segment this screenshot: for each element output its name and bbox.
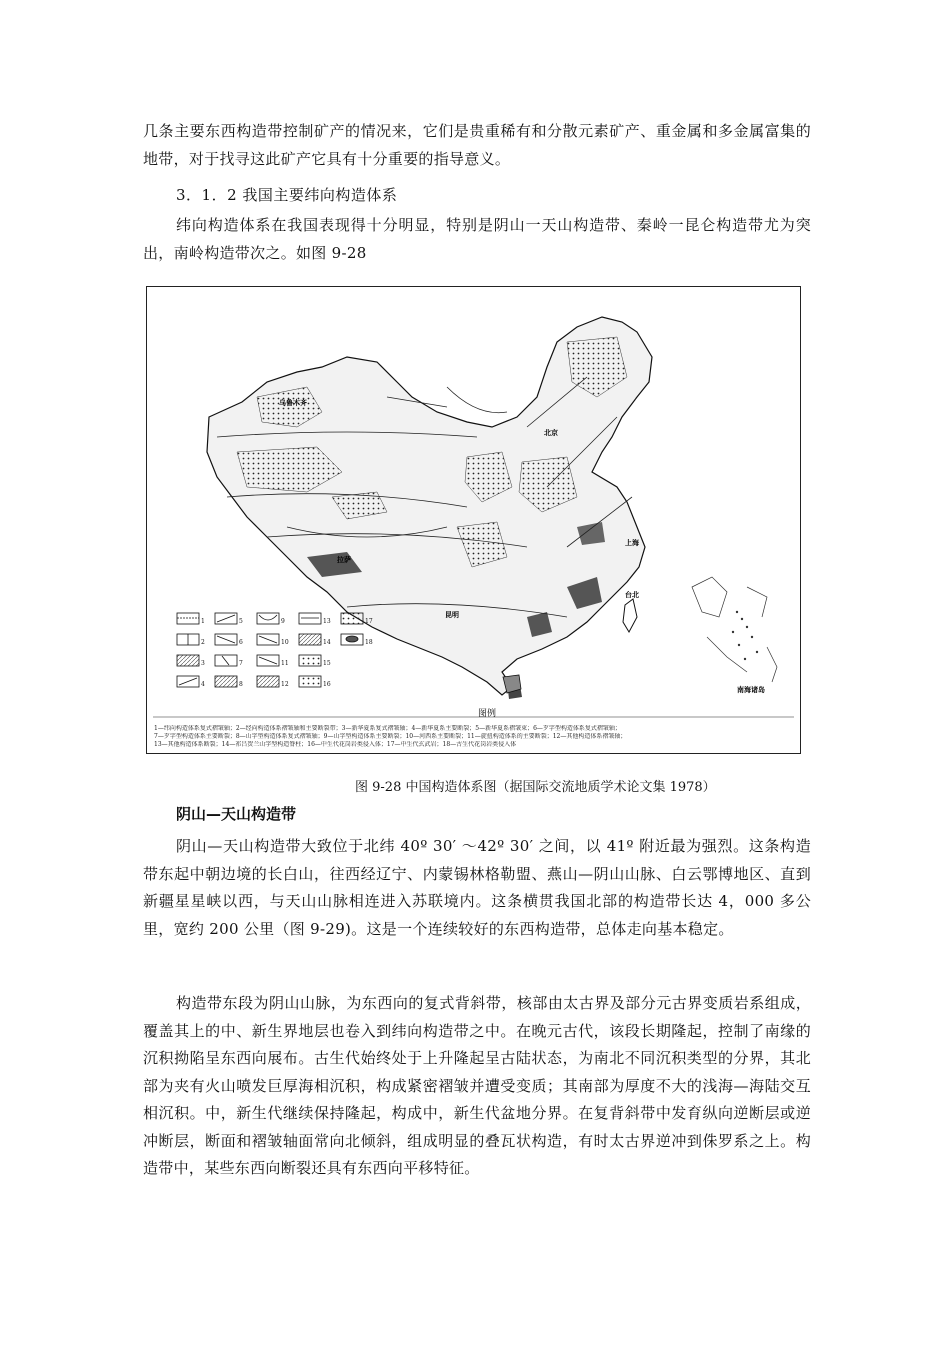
svg-text:12: 12 [281, 681, 289, 688]
taiwan-island [623, 599, 637, 632]
svg-text:14: 14 [323, 639, 331, 646]
svg-text:16: 16 [323, 681, 331, 688]
svg-text:17: 17 [365, 618, 373, 625]
intro-paragraph: 几条主要东西构造带控制矿产的情况来，它们是贵重稀有和分散元素矿产、重金属和多金属富集的地带，对于找寻这此矿产它具有十分重要的指导意义。 [143, 122, 811, 168]
legend-title: 图例 [478, 709, 497, 719]
svg-text:2: 2 [201, 639, 205, 646]
svg-text:13: 13 [323, 618, 331, 625]
section-title: 3．1．2 我国主要纬向构造体系 [176, 186, 398, 204]
island-dots [732, 611, 758, 660]
svg-text:5: 5 [239, 618, 243, 625]
svg-text:11: 11 [281, 660, 289, 667]
svg-text:6: 6 [239, 639, 243, 646]
map-label: 上海 [625, 538, 639, 547]
svg-text:8: 8 [239, 681, 243, 688]
legend-line-2: 7—歹字型构造体系主要断裂；8—山字型构造体系复式褶皱轴；9—山字型构造体系主要断裂；10—河西系主要断裂；11—旋扭构造体系的主要断裂；12—其他构造体系褶皱轴； [154, 733, 627, 740]
figure-caption: 图 9-28 中国构造体系图（据国际交流地质学术论文集 1978） [355, 780, 716, 795]
legend-symbols [177, 613, 363, 687]
south-china-sea-inset [692, 577, 777, 682]
svg-text:10: 10 [281, 639, 289, 646]
map-label: 昆明 [445, 610, 459, 619]
paragraph-1: 纬向构造体系在我国表现得十分明显，特别是阴山一天山构造带、秦岭一昆仑构造带尤为突出，南岭构造带次之。如图 9-28 [143, 216, 811, 262]
svg-text:15: 15 [323, 660, 331, 667]
legend-line-1: 1—纬向构造体系复式褶皱轴；2—经向构造体系褶皱轴和主要断裂带；3—新华夏系复式褶皱轴；4—新华夏系主要断裂；5—新华夏系褶皱束；6—歹字型构造体系复式褶皱轴； [154, 725, 621, 732]
map-label: 乌鲁木齐 [279, 398, 307, 407]
figure-9-28 [146, 286, 801, 754]
svg-text:4: 4 [201, 681, 205, 688]
svg-text:9: 9 [281, 618, 285, 625]
legend-line-3: 13—其他构造体系断裂；14—祁吕贺兰山字型构造脊柱；16—中生代花岗岩类侵入体；17—中生代玄武岩；18—古生代花岗岩类侵入体 [154, 741, 517, 748]
svg-text:3: 3 [201, 660, 205, 667]
section-heading: 阴山—天山构造带 [176, 805, 297, 823]
map-label: 北京 [544, 428, 558, 437]
paragraph-2: 阴山—天山构造带大致位于北纬 40º 30′ ～42º 30′ 之间，以 41º 附近最为强烈。这条构造带东起中朝边境的长白山，往西经辽宁、内蒙锡林格勒盟、燕山—阴山山脉、白云鄂博地区、直到新疆星星峡以西，与天山山脉相连进入苏联境内。这条横贯我国北部的构造带长达 4，000 多公里，宽约 200 公里（图 9-29)。这是一个连续较好的东西构造带，总体走向基本稳定。 [143, 837, 811, 938]
china-tectonic-map [147, 287, 800, 753]
svg-text:1: 1 [201, 618, 205, 625]
map-label: 拉萨 [337, 555, 351, 564]
svg-text:18: 18 [365, 639, 373, 646]
map-label: 南海诸岛 [737, 685, 765, 694]
paragraph-3: 构造带东段为阴山山脉，为东西向的复式背斜带，核部由太古界及部分元古界变质岩系组成，覆盖其上的中、新生界地层也卷入到纬向构造带之中。在晚元古代，该段长期隆起，控制了南缘的沉积拗陷呈东西向展布。古生代始终处于上升隆起呈古陆状态，为南北不同沉积类型的分界，其北部为夹有火山喷发巨厚海相沉积，构成紧密褶皱并遭受变质；其南部为厚度不大的浅海—海陆交互相沉积。中，新生代继续保持隆起，构成中，新生代盆地分界。在复背斜带中发育纵向逆断层或逆冲断层，断面和褶皱轴面常向北倾斜，组成明显的叠瓦状构造，有时太古界逆冲到侏罗系之上。构造带中，某些东西向断裂还具有东西向平移特征。 [143, 994, 811, 1177]
svg-text:7: 7 [239, 660, 243, 667]
map-label: 台北 [625, 590, 639, 599]
